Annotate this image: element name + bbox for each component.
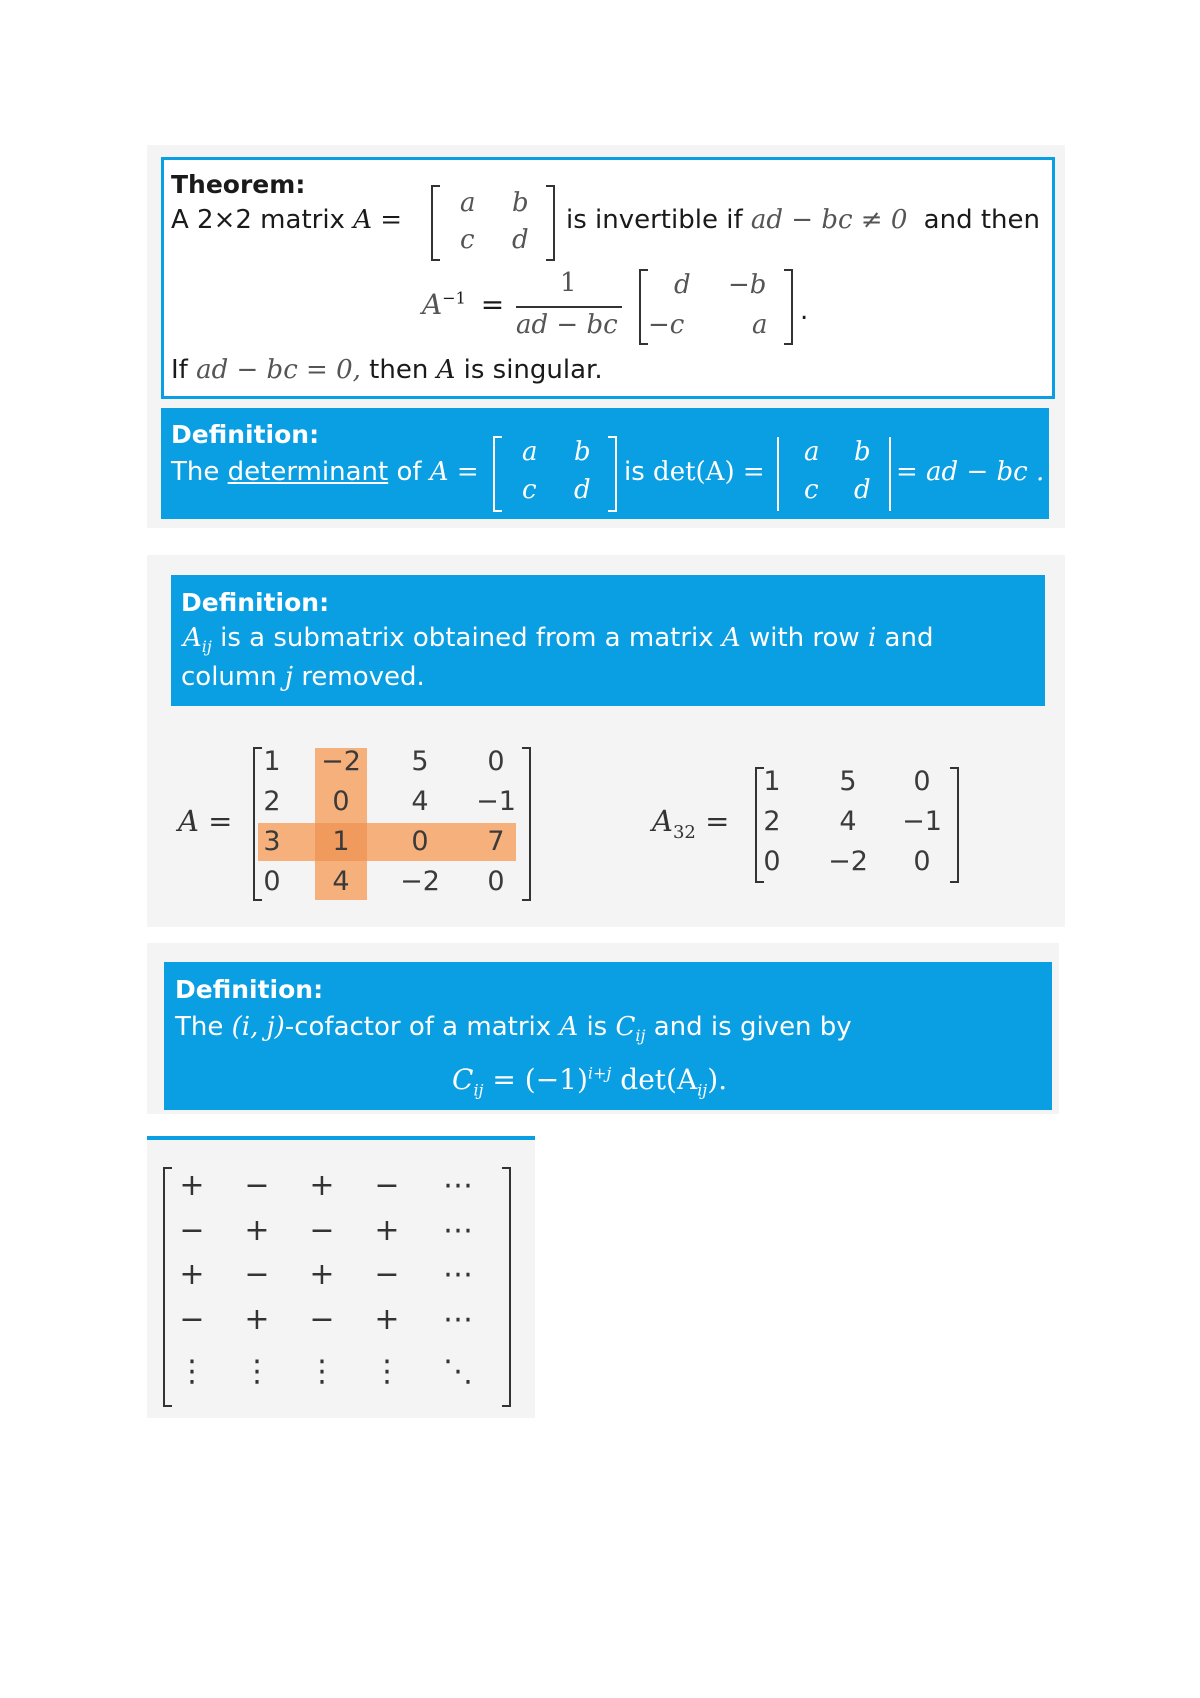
formula-det: det(A — [620, 1063, 698, 1096]
sub-cell-r3c2: −2 — [828, 846, 868, 877]
sign-cell-r4c3: − — [309, 1302, 335, 1337]
sign-cell-r2c2: + — [244, 1213, 270, 1248]
line3-cond: ad − bc = 0, — [196, 355, 361, 385]
example-cell-r1c2: −2 — [321, 746, 361, 777]
theorem-line1 — [171, 205, 402, 235]
det-eq: = — [456, 457, 479, 487]
sub-and: and — [884, 623, 934, 653]
sign-cell-r1c5: ⋯ — [443, 1168, 473, 1203]
sign-cell-r2c4: + — [374, 1213, 400, 1248]
inv-matrix-a: a — [752, 310, 768, 340]
sign-cell-r4c4: + — [374, 1302, 400, 1337]
sub-cell-r1c3: 0 — [913, 766, 931, 797]
example-cell-r3c3: 0 — [411, 826, 429, 857]
theorem-prefix: A 2×2 matrix — [171, 205, 345, 235]
example-cell-r1c3: 5 — [411, 746, 429, 777]
det-of: of — [396, 457, 422, 487]
sign-cell-r4c5: ⋯ — [443, 1302, 473, 1337]
example-cell-r2c3: 4 — [411, 786, 429, 817]
determinant-title: Definition: — [171, 420, 320, 449]
inv-matrix-neg-b: −b — [728, 270, 767, 300]
sign-cell-r3c2: − — [244, 1257, 270, 1292]
sub-j: j — [284, 662, 294, 692]
example-cell-r4c3: −2 — [400, 866, 440, 897]
sub-cell-r1c1: 1 — [763, 766, 781, 797]
theorem-matrix-c: c — [460, 225, 475, 255]
det-function: det(A) — [653, 457, 735, 487]
sign-cell-r3c4: − — [374, 1257, 400, 1292]
determinant-line — [171, 457, 479, 487]
cof-text1: -cofactor of a matrix — [284, 1012, 552, 1042]
inverse-sup: −1 — [442, 288, 466, 308]
sub-ij: ij — [201, 637, 212, 657]
det-matrix-b: b — [574, 437, 591, 467]
sign-cell-r5c5: ⋱ — [443, 1354, 473, 1389]
sign-cell-r4c2: + — [244, 1302, 270, 1337]
det-term: determinant — [227, 457, 389, 487]
formula-close: ). — [707, 1063, 728, 1096]
theorem-matrix-a: a — [460, 188, 476, 218]
submatrix-line1 — [183, 623, 933, 656]
sub-row: with row — [748, 623, 860, 653]
A32-index: 32 — [672, 821, 696, 843]
example-cell-r2c2: 0 — [332, 786, 350, 817]
sign-cell-r3c5: ⋯ — [443, 1257, 473, 1292]
sign-cell-r4c1: − — [179, 1302, 205, 1337]
sign-cell-r1c2: − — [244, 1168, 270, 1203]
theorem-eq: = — [380, 205, 403, 235]
theorem-title: Theorem: — [171, 170, 306, 199]
cofactor-line1 — [175, 1012, 852, 1045]
formula-C-sub: ij — [473, 1080, 484, 1100]
inverse-lhs — [422, 288, 504, 321]
line3-A: A — [436, 355, 456, 385]
sign-cell-r1c4: − — [374, 1168, 400, 1203]
det-matrix-brackets — [490, 435, 620, 515]
example-A-eq: A = — [178, 804, 233, 838]
inverse-eq: = — [480, 288, 505, 321]
sign-cell-r1c3: + — [309, 1168, 335, 1203]
det-eq2: = — [742, 457, 765, 487]
sub-cell-r1c2: 5 — [839, 766, 857, 797]
sign-cell-r1c1: + — [179, 1168, 205, 1203]
det-bars — [774, 435, 894, 515]
det-the: The — [171, 457, 220, 487]
example-cell-r3c2: 1 — [332, 826, 350, 857]
sign-cell-r5c1: ⋮ — [177, 1354, 207, 1389]
det-matrix-a: a — [522, 437, 538, 467]
example-cell-r4c2: 4 — [332, 866, 350, 897]
submatrix-lhs — [652, 804, 729, 843]
sign-cell-r2c3: − — [309, 1213, 335, 1248]
example-cell-r3c4: 7 — [487, 826, 505, 857]
sub-cell-r2c2: 4 — [839, 806, 857, 837]
sign-cell-r5c2: ⋮ — [242, 1354, 272, 1389]
det-bar-b: b — [854, 437, 871, 467]
line3-then: then — [369, 355, 429, 385]
sub-cell-r3c1: 0 — [763, 846, 781, 877]
theorem-and-then: and then — [923, 205, 1040, 235]
inverse-A: A — [422, 288, 443, 321]
det-A: A — [429, 457, 449, 487]
sub-text: is a submatrix obtained from a matrix — [220, 623, 714, 653]
sign-cell-r5c4: ⋮ — [372, 1354, 402, 1389]
formula-C: C — [452, 1063, 474, 1096]
det-result: = ad − bc . — [896, 457, 1045, 487]
example-lhs — [178, 804, 232, 838]
example-cell-r2c4: −1 — [476, 786, 516, 817]
sign-cell-r3c3: + — [309, 1257, 335, 1292]
theorem-matrix-d: d — [512, 225, 529, 255]
cof-is: is — [586, 1012, 608, 1042]
cof-the: The — [175, 1012, 224, 1042]
sign-cell-r5c3: ⋮ — [307, 1354, 337, 1389]
cof-ij: (i, j) — [231, 1012, 285, 1042]
theorem-matrix-b: b — [512, 188, 529, 218]
cof-C: C — [615, 1012, 636, 1042]
A32-eq: = — [705, 804, 730, 838]
cof-A: A — [559, 1012, 579, 1042]
det-is-line — [624, 457, 765, 487]
det-bar-a: a — [804, 437, 820, 467]
formula-eq: = (−1) — [492, 1063, 588, 1096]
frac-line — [516, 306, 622, 308]
theorem-matrix-brackets — [428, 184, 558, 264]
det-is: is — [624, 457, 645, 487]
sign-cell-r2c1: − — [179, 1213, 205, 1248]
frac-denominator: ad − bc — [516, 310, 618, 340]
example-cell-r4c1: 0 — [263, 866, 281, 897]
inv-matrix-d: d — [674, 270, 691, 300]
det-bar-c: c — [804, 475, 819, 505]
sub-A: A — [183, 623, 202, 653]
example-cell-r1c4: 0 — [487, 746, 505, 777]
sub-i: i — [867, 623, 877, 653]
line3-end: is singular. — [463, 355, 603, 385]
submatrix-title: Definition: — [181, 588, 330, 617]
det-matrix-d: d — [574, 475, 591, 505]
formula-exp: i+j — [587, 1063, 612, 1083]
det-matrix-c: c — [522, 475, 537, 505]
formula-det-sub: ij — [697, 1080, 708, 1100]
theorem-invertible-text: is invertible if — [566, 205, 743, 235]
sub-A2: A — [721, 623, 741, 653]
cofactor-formula — [452, 1063, 727, 1100]
cofactor-title: Definition: — [175, 975, 324, 1004]
theorem-A: A — [353, 205, 372, 235]
example-cell-r2c1: 2 — [263, 786, 281, 817]
cof-C-sub: ij — [635, 1026, 646, 1046]
example-cell-r3c1: 3 — [263, 826, 281, 857]
sub-removed: removed. — [301, 662, 425, 692]
frac-numerator: 1 — [560, 268, 577, 298]
sub-cell-r2c3: −1 — [902, 806, 942, 837]
submatrix-line2 — [181, 662, 425, 692]
theorem-line3 — [171, 355, 603, 385]
sub-column: column — [181, 662, 277, 692]
sign-cell-r3c1: + — [179, 1257, 205, 1292]
example-cell-r1c1: 1 — [263, 746, 281, 777]
theorem-condition: ad − bc ≠ 0 — [750, 205, 908, 235]
sub-cell-r2c1: 2 — [763, 806, 781, 837]
theorem-line1-rest — [566, 205, 1040, 235]
cof-text2: and is given by — [653, 1012, 852, 1042]
sign-cell-r2c5: ⋯ — [443, 1213, 473, 1248]
A32-A: A — [652, 804, 673, 838]
sub-cell-r3c3: 0 — [913, 846, 931, 877]
inv-period: . — [800, 296, 809, 326]
inv-matrix-neg-c: −c — [648, 310, 685, 340]
example-cell-r4c4: 0 — [487, 866, 505, 897]
line3-if: If — [171, 355, 188, 385]
det-bar-d: d — [854, 475, 871, 505]
